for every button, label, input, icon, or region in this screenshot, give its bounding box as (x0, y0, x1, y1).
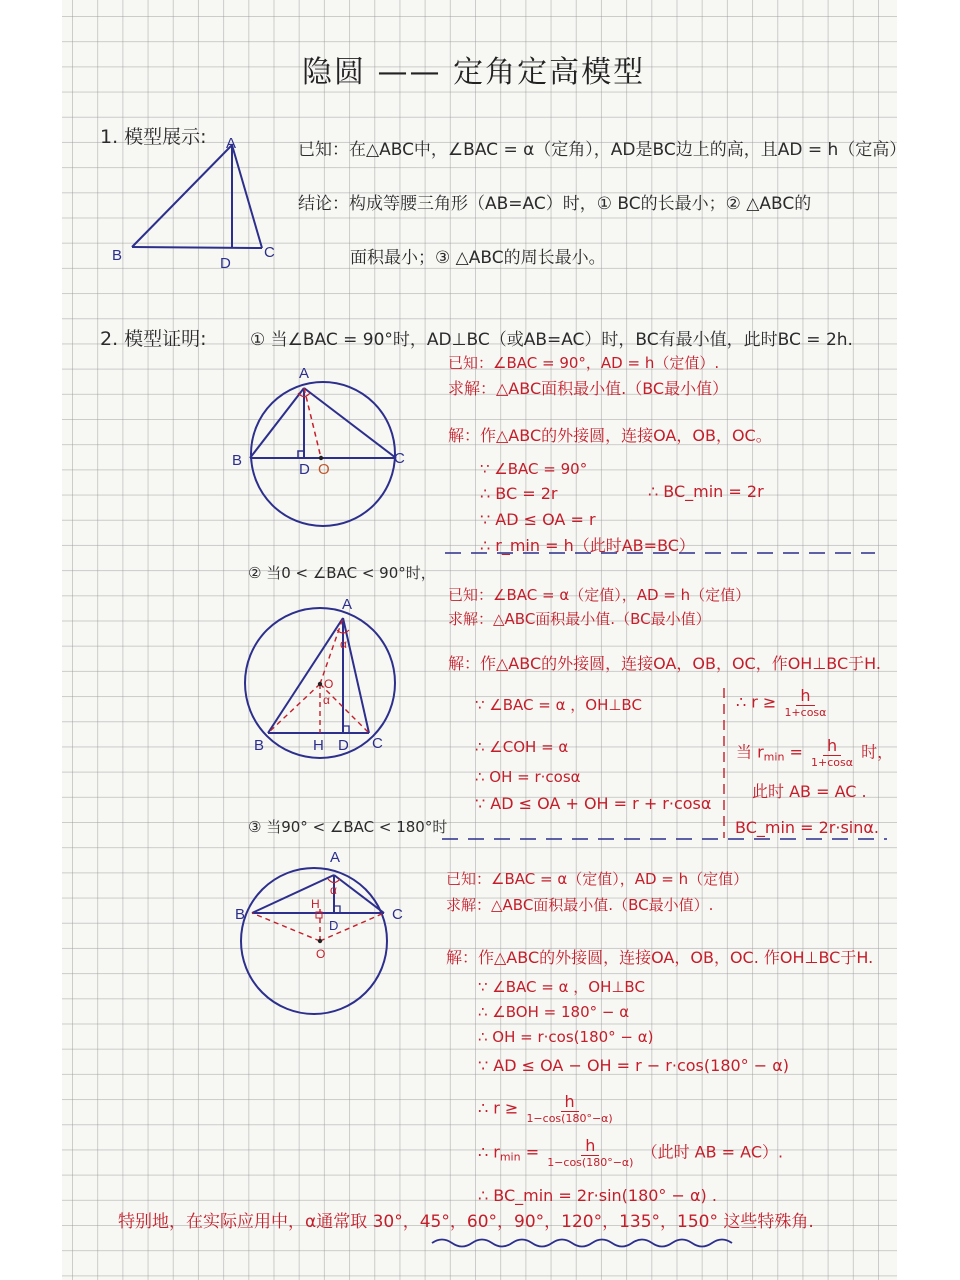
section1-known: 已知：在△ABC中，∠BAC = α（定角），AD是BC边上的高，且AD = h（定高） (298, 140, 907, 160)
fraction-denominator: 1−cos(180°−α) (547, 1156, 634, 1169)
angle-label-alpha: α (330, 883, 337, 897)
case2-equal-sides: 此时 AB = AC . (752, 782, 867, 801)
r-ineq-prefix: ∴ r ≥ (736, 692, 777, 712)
vertex-label-a: A (226, 135, 237, 152)
vertex-label-b: B (254, 737, 265, 754)
min-subscript: min (499, 1150, 521, 1164)
vertex-label-b: B (112, 247, 123, 264)
case3-step-3: ∴ OH = r·cos(180° − α) (478, 1028, 654, 1046)
case1-side-note: ∴ BC_min = 2r (648, 482, 764, 501)
fraction-numerator: h (823, 738, 841, 756)
case3-known: 已知：∠BAC = α（定值），AD = h（定值） (446, 870, 749, 888)
vertex-label-a: A (342, 596, 353, 613)
case1-find: 求解：△ABC面积最小值.（BC最小值） (448, 379, 729, 398)
vertex-label-c: C (264, 244, 275, 261)
case2-known: 已知：∠BAC = α（定值），AD = h（定值） (448, 586, 751, 604)
case2-step-3: ∴ OH = r·cosα (475, 768, 581, 786)
case1-solution: 解：作△ABC的外接圆，连接OA，OB，OC。 (448, 426, 772, 445)
case3-bc-min: ∴ BC_min = 2r·sin(180° − α) . (478, 1186, 717, 1205)
case1-statement: ① 当∠BAC = 90°时，AD⊥BC（或AB=AC）时，BC有最小值，此时BC = 2h. (250, 330, 853, 350)
case2-when-rmin (736, 738, 893, 768)
r-ineq-prefix: ∴ r ≥ (478, 1098, 519, 1118)
case1-known: 已知：∠BAC = 90°，AD = h（定值）. (448, 354, 720, 372)
vertex-label-a: A (330, 849, 341, 866)
angle-label-alpha-top: α (340, 637, 347, 651)
rmin-fraction (811, 738, 853, 768)
vertex-label-c: C (372, 735, 383, 752)
case2-r-inequality (736, 688, 829, 718)
fraction-denominator: 1+cosα (784, 706, 827, 719)
angle-label-alpha: α (323, 693, 330, 707)
case3-solution: 解：作△ABC的外接圆，连接OA，OB，OC. 作OH⊥BC于H. (446, 948, 874, 967)
case2-vertical-divider (722, 688, 726, 838)
vertex-label-a: A (299, 365, 310, 382)
r-ineq-fraction (784, 688, 826, 718)
foot-label-h: H (311, 897, 320, 911)
equals-sign: = (525, 1142, 540, 1162)
fraction-numerator: h (561, 1094, 579, 1112)
case2-statement: ② 当0 < ∠BAC < 90°时， (248, 564, 436, 582)
min-subscript: min (763, 750, 785, 764)
case1-step-2: ∴ BC = 2r (480, 484, 558, 503)
vertex-label-b: B (232, 452, 243, 469)
section1-heading: 1. 模型展示: (100, 126, 207, 148)
vertex-label-b: B (235, 906, 246, 923)
foot-label-d: D (220, 255, 231, 272)
foot-label-h: H (313, 737, 324, 754)
case2-step-4: ∵ AD ≤ OA + OH = r + r·cosα (475, 794, 712, 813)
case3-rmin (478, 1138, 783, 1168)
when-prefix: 当 r (736, 742, 764, 762)
section1-conclusion-line2: 面积最小；③ △ABC的周长最小。 (350, 248, 606, 268)
fraction-numerator: h (581, 1138, 599, 1156)
case2-divider-dashed (442, 836, 887, 842)
case2-find: 求解：△ABC面积最小值.（BC最小值） (448, 610, 711, 628)
case3-find: 求解：△ABC面积最小值.（BC最小值）. (446, 896, 714, 914)
case3-circle-figure (232, 846, 442, 1021)
case2-step-1: ∵ ∠BAC = α ，OH⊥BC (475, 696, 642, 714)
fraction-denominator: 1−cos(180°−α) (526, 1112, 613, 1125)
section2-heading: 2. 模型证明: (100, 328, 207, 350)
case3-statement: ③ 当90° < ∠BAC < 180°时 (248, 818, 448, 836)
rmin-suffix: （此时 AB = AC）. (641, 1142, 784, 1162)
fraction-numerator: h (796, 688, 814, 706)
section1-conclusion-line1: 结论：构成等腰三角形（AB=AC）时，① BC的长最小；② △ABC的 (298, 194, 812, 214)
case1-circle-figure (228, 360, 428, 550)
rmin-prefix: ∴ r (478, 1142, 500, 1162)
case3-step-1: ∵ ∠BAC = α ，OH⊥BC (478, 978, 645, 996)
equals-sign: = (789, 742, 803, 762)
case3-r-inequality (478, 1094, 616, 1124)
footer-note: 特别地，在实际应用中，α通常取 30°，45°，60°，90°，120°，135°，150° 这些特殊角. (118, 1212, 814, 1232)
fraction-denominator: 1+cosα (811, 756, 853, 769)
case2-bc-min: BC_min = 2r·sinα. (735, 818, 880, 837)
case3-step-2: ∴ ∠BOH = 180° − α (478, 1003, 630, 1021)
r-ineq-fraction (526, 1094, 612, 1124)
center-label-o: O (316, 947, 326, 961)
wavy-underline (432, 1236, 732, 1250)
when-suffix: 时， (861, 742, 894, 762)
case1-step-4: ∴ r_min = h（此时AB=BC） (480, 536, 695, 555)
page-title: 隐圆 —— 定角定高模型 (302, 55, 646, 90)
case3-step-4: ∵ AD ≤ OA − OH = r − r·cos(180° − α) (478, 1056, 790, 1075)
model-triangle-figure (100, 126, 290, 272)
rmin-fraction (547, 1138, 633, 1168)
case2-step-2: ∴ ∠COH = α (475, 738, 569, 756)
case1-step-3: ∵ AD ≤ OA = r (480, 510, 596, 529)
vertex-label-c: C (394, 450, 405, 467)
case1-step-1: ∵ ∠BAC = 90° (480, 460, 588, 478)
foot-label-d: D (329, 918, 339, 933)
case1-divider-dashed (445, 550, 875, 556)
vertex-label-c: C (392, 906, 403, 923)
foot-label-d: D (338, 737, 349, 754)
center-label-o: O (324, 677, 334, 691)
case2-solution: 解：作△ABC的外接圆，连接OA，OB，OC，作OH⊥BC于H. (448, 654, 881, 673)
foot-label-d: D (299, 461, 310, 478)
case2-circle-figure (240, 592, 450, 762)
center-label-o: O (318, 461, 330, 478)
